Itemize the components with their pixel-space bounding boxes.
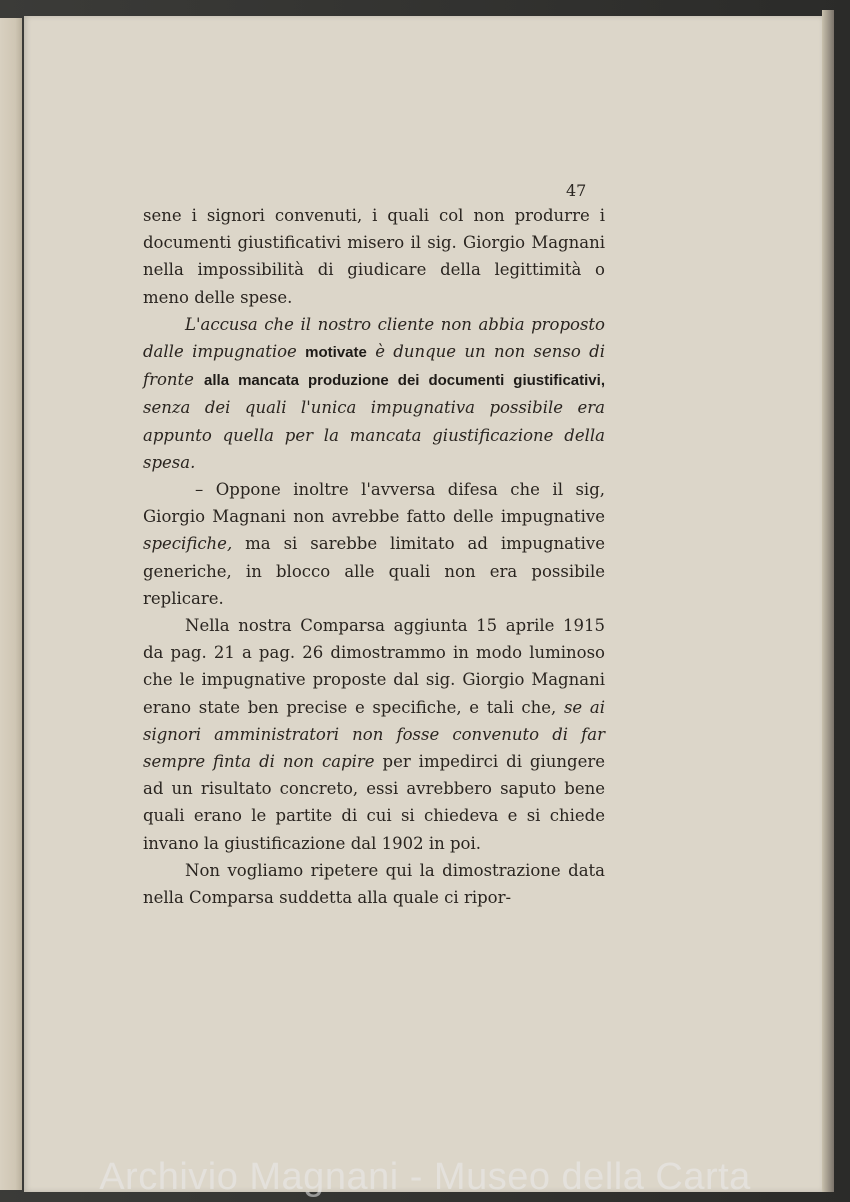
p4-segment-3: per impedirci di giungere ad un risultato concreto, essi avrebbero saputo bene quali erano le partite di cui si chiedeva e si chiede invano la giustificazione dal 1902 in poi. — [143, 752, 605, 853]
paragraph-3 — [143, 476, 605, 612]
page-edge-shadow — [822, 10, 834, 1192]
p2-segment-1: L'accusa che il nostro cliente non abbia proposto dalle impugnatioe — [143, 314, 605, 362]
p2-segment-5: senza dei quali l'unica impugnativa possibile era appunto quella per la mancata giustificazione della spesa. — [143, 398, 605, 472]
p2-segment-3: è dunque un non senso di fronte — [143, 342, 605, 390]
p2-segment-4: alla mancata produzione dei documenti giustificativi, — [204, 372, 605, 390]
paragraph-4 — [143, 612, 605, 857]
p3-segment-3: ma si sarebbe limitato ad impugnative generiche, in blocco alle quali non era possibile replicare. — [143, 534, 605, 608]
p3-segment-1: – Oppone inoltre l'avversa difesa che il sig, Giorgio Magnani non avrebbe fatto delle impugnative — [143, 480, 605, 527]
p2-segment-2: motivate — [305, 344, 367, 362]
paragraph-2 — [143, 311, 605, 476]
body-text — [143, 202, 605, 911]
p3-segment-2: specifiche, — [143, 534, 233, 554]
archive-watermark: Archivio Magnani - Museo della Carta — [99, 1156, 751, 1198]
previous-page-edge — [0, 18, 22, 1190]
paragraph-1: sene i signori convenuti, i quali col non produrre i documenti giustificativi misero il sig. Giorgio Magnani nella impossibilità di giudicare della legittimità o meno delle spese. — [143, 206, 605, 307]
p4-segment-1: Nella nostra Comparsa aggiunta 15 aprile 1915 da pag. 21 a pag. 26 dimostrammo in modo luminoso che le impugnative proposte dal sig. Giorgio Magnani erano state ben precise e specifiche, e tali che, — [143, 616, 605, 717]
paragraph-5: Non vogliamo ripetere qui la dimostrazione data nella Comparsa suddetta alla quale ci ripor- — [143, 860, 605, 908]
p4-segment-2: se ai signori amministratori non fosse convenuto di far sempre finta di non capire — [143, 697, 605, 772]
page-number: 47 — [566, 181, 587, 200]
